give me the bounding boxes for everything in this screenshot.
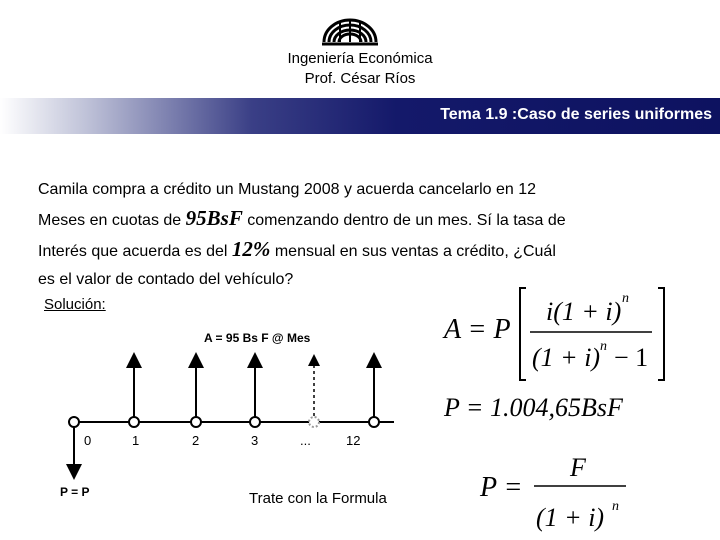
formula-hint: Trate con la Formula <box>249 490 387 507</box>
topic-banner <box>0 98 720 134</box>
problem-text: Interés que acuerda es del <box>38 243 232 260</box>
node-0 <box>69 417 79 427</box>
tick-label-3: 3 <box>251 433 259 448</box>
eq3-lhs: P = <box>480 472 523 503</box>
present-value-formula <box>479 453 626 532</box>
problem-line-3 <box>38 235 658 266</box>
tick-label-1: 1 <box>132 433 140 448</box>
topic-title: Tema 1.9 :Caso de series uniformes <box>440 106 712 123</box>
annuity-label: A = 95 Bs F @ Mes <box>204 331 311 345</box>
node-3 <box>250 417 260 427</box>
present-value-result: P = 1.004,65BsF <box>444 393 623 422</box>
present-value-label: P = P <box>60 485 90 499</box>
professor-name: Prof. César Ríos <box>304 70 416 87</box>
problem-statement <box>38 176 658 294</box>
node-12 <box>369 417 379 427</box>
eq1-denominator: (1 + i) <box>532 343 601 372</box>
node-1 <box>129 417 139 427</box>
problem-line-2 <box>38 204 658 235</box>
tick-label-12: 12 <box>346 433 361 448</box>
solution-label: Solución: <box>44 296 106 313</box>
eq3-denominator: (1 + i) <box>536 503 605 532</box>
left-bracket <box>520 288 526 380</box>
course-title: Ingeniería Económica <box>287 50 433 67</box>
node-dots <box>309 417 319 427</box>
formulas-panel <box>430 280 710 540</box>
problem-text: mensual en sus ventas a crédito, ¿Cuál <box>270 243 556 260</box>
right-bracket <box>658 288 664 380</box>
problem-line-4: es el valor de contado del vehículo? <box>38 271 294 288</box>
university-logo-icon <box>318 2 382 48</box>
tick-label-2: 2 <box>192 433 200 448</box>
eq1-lhs: A = P <box>444 314 511 345</box>
eq1-numerator: i(1 + i) <box>546 297 622 326</box>
eq1-minus-one: − 1 <box>614 343 649 372</box>
eq3-numerator: F <box>570 453 586 482</box>
eq3-exponent: n <box>612 499 619 514</box>
tick-label-0: 0 <box>84 433 92 448</box>
eq1-num-exponent: n <box>622 291 629 306</box>
problem-text: Meses en cuotas de <box>38 212 186 229</box>
interest-rate: 12% <box>231 237 271 261</box>
annuity-formula <box>442 288 664 380</box>
problem-text: comenzando dentro de un mes. Sí la tasa de <box>242 212 566 229</box>
problem-line-1: Camila compra a crédito un Mustang 2008 y acuerda cancelarlo en 12 <box>38 181 537 198</box>
tick-label-ellipsis: ... <box>300 433 311 448</box>
payment-amount: 95BsF <box>185 206 243 230</box>
node-2 <box>191 417 201 427</box>
eq1-den-exponent: n <box>600 339 607 354</box>
